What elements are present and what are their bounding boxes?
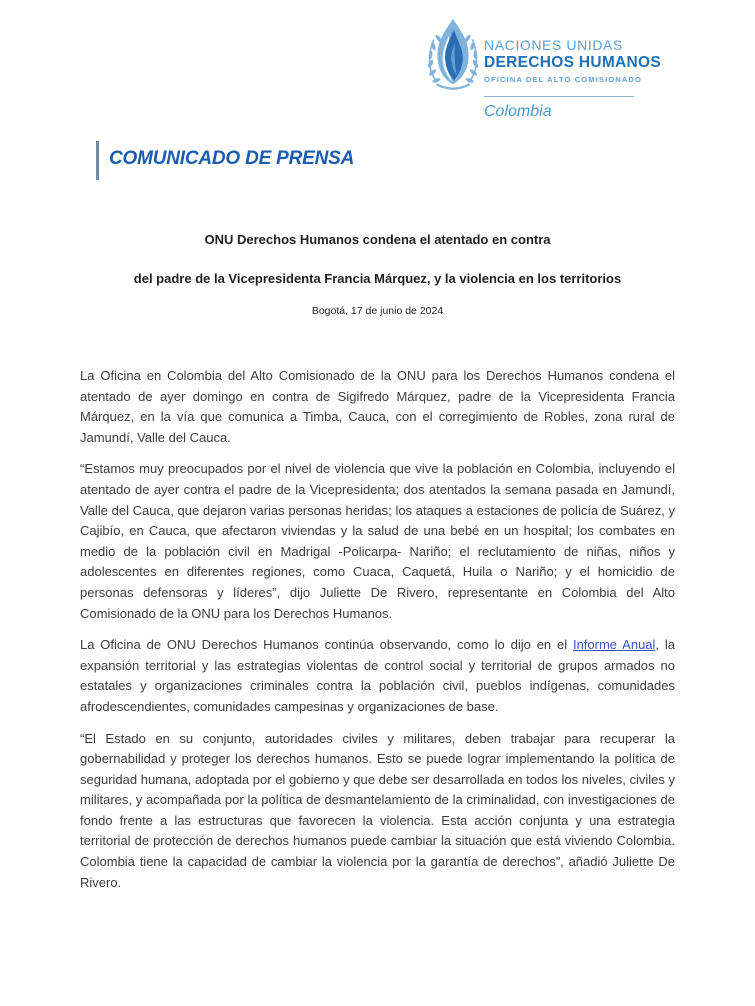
body-copy [80,366,675,904]
headline-line1: ONU Derechos Humanos condena el atentado en contra [204,232,551,247]
paragraph-3-text-before: La Oficina de ONU Derechos Humanos continúa observando, como lo dijo en el [80,637,573,653]
body-paragraph-4: “El Estado en su conjunto, autoridades civiles y militares, deben trabajar para recuperar la gobernabilidad y proteger los derechos humanos. Esto se puede lograr implementando la política de seguridad humana, adoptada por el gobierno y que debe ser desarrollada en todos los niveles, civiles y militares, y acompañada por la política de desmantelamiento de la criminalidad, con investigaciones de fondo frente a las estructuras que favorecen la violencia. Esta acción conjunta y una estrategia territorial de protección de derechos humanos puede cambiar la situación que está viviendo Colombia. Colombia tiene la capacidad de cambiar la violencia por la garantía de derechos”, añadió Juliette De Rivero. [80,730,675,890]
press-release-kicker-bar [96,141,99,180]
headline-line2: del padre de la Vicepresidenta Francia Márquez, y la violencia en los territorios [133,271,622,286]
press-release-kicker: COMUNICADO DE PRENSA [109,148,355,169]
dateline: Bogotá, 17 de junio de 2024 [311,305,444,317]
logo-org-line3: OFICINA DEL ALTO COMISIONADO [484,74,643,84]
un-human-rights-emblem-icon [424,18,482,94]
headline [80,231,675,317]
logo-country: Colombia [484,103,552,120]
logo-org-line1: NACIONES UNIDAS [484,37,623,53]
logo-wordmark [484,38,661,83]
body-paragraph-3 [80,635,675,717]
informe-anual-link[interactable]: Informe Anual [572,637,656,653]
body-paragraph-2: “Estamos muy preocupados por el nivel de violencia que vive la población en Colombia, incluyendo el atentado de ayer contra el padre de la Vicepresidenta; dos atentados la semana pasada en Jamundí, Valle del Cauca, que dejaron varias personas heridas; los ataques a estaciones de policía de Suárez, y Cajibío, en Cauca, que afectaron viviendas y la salud de una bebé en un hospital; los combates en medio de la población civil en Madrigal -Policarpa- Nariño; el reclutamiento de niñas, niños y adolescentes en diferentes regiones, como Cuaca, Caquetá, Huila o Nariño; y el homicidio de personas defensoras y líderes”, dijo Juliette De Rivero, representante en Colombia del Alto Comisionado de la ONU para los Derechos Humanos. [80,461,675,621]
logo-divider [484,96,634,97]
paragraph-3-text-after: , la expansión territorial y las estrategias violentas de control social y territorial de grupos armados no estatales y organizaciones criminales contra la población civil, pueblos indígenas, comunidades afrodescendientes, comunidades campesinas y organizaciones de base. [80,637,675,714]
logo-org-line2: DERECHOS HUMANOS [484,54,662,71]
body-paragraph-1: La Oficina en Colombia del Alto Comisionado de la ONU para los Derechos Humanos condena el atentado de ayer domingo en contra de Sigifredo Márquez, padre de la Vicepresidenta Francia Márquez, en la vía que comunica a Timba, Cauca, con el corregimiento de Robles, zona rural de Jamundí, Valle del Cauca. [80,368,675,445]
